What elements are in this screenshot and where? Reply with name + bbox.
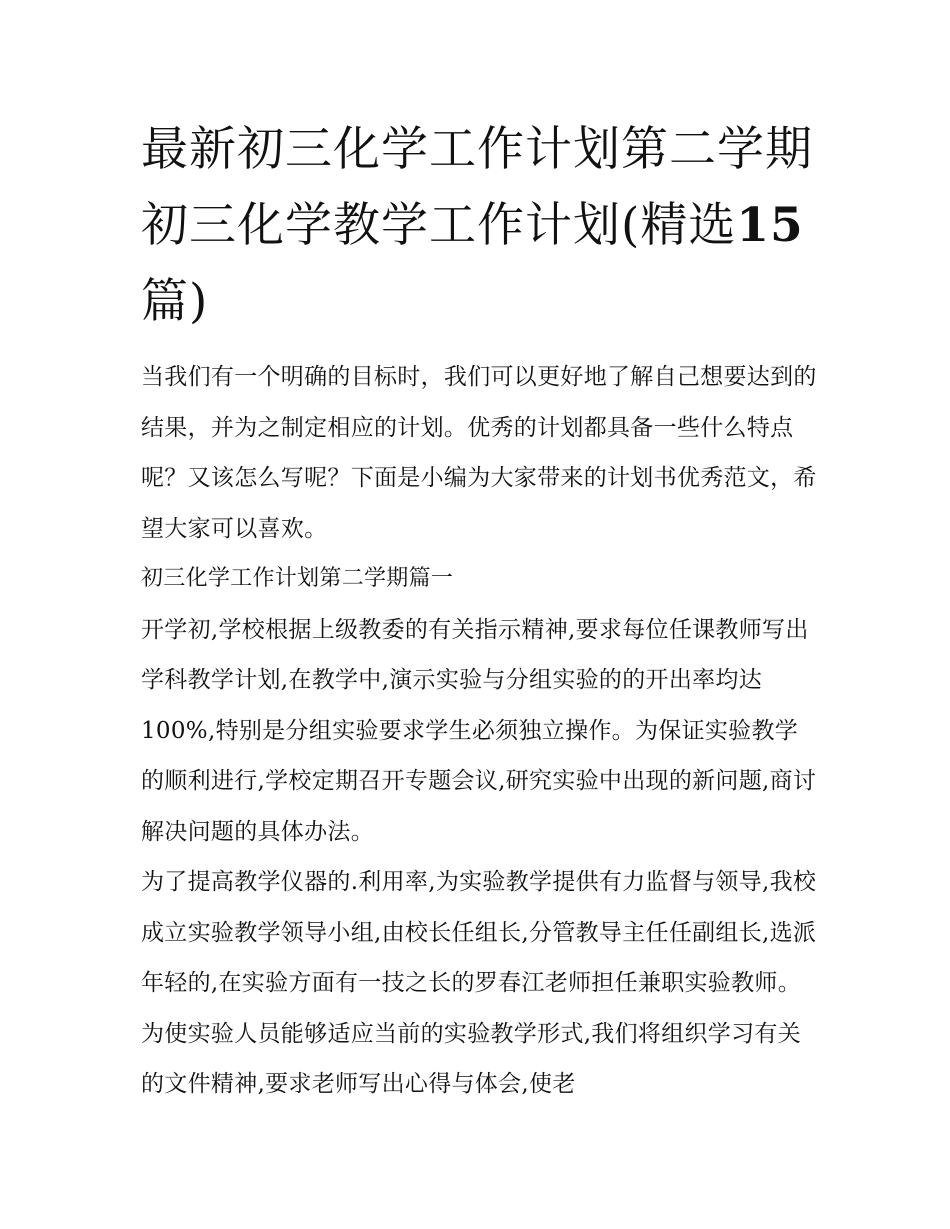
title-number: 15	[736, 198, 804, 253]
intro-paragraph: 当我们有一个明确的目标时，我们可以更好地了解自己想要达到的结果，并为之制定相应的计划。优秀的计划都具备一些什么特点呢？又该怎么写呢？下面是小编为大家带来的计划书优秀范文，希望大家可以喜欢。	[141, 364, 817, 542]
title-text-part1: 最新初三化学工作计划第二学期 初三化学教学工作计划(精选	[141, 122, 813, 253]
section-heading: 初三化学工作计划第二学期篇一	[141, 566, 454, 591]
body-paragraph-1: 开学初,学校根据上级教委的有关指示精神,要求每位任课教师写出学科教学计划,在教学中,演示实验与分组实验的的开出率均达100%,特别是分组实验要求学生必须独立操作。为保证实验教学的顺利进行,学校定期召开专题会议,研究实验中出现的新问题,商讨解决问题的具体办法。	[141, 616, 817, 845]
body-paragraph-2: 为了提高教学仪器的.利用率,为实验教学提供有力监督与领导,我校成立实验教学领导小组,由校长任组长,分管教导主任任副组长,选派年轻的,在实验方面有一技之长的罗春江老师担任兼职实验教师。为使实验人员能够适应当前的实验教学形式,我们将组织学习有关的文件精神,要求老师写出心得与体会,使老	[141, 869, 817, 1097]
title-text-part2: 篇)	[141, 274, 209, 329]
document-title	[141, 112, 820, 340]
